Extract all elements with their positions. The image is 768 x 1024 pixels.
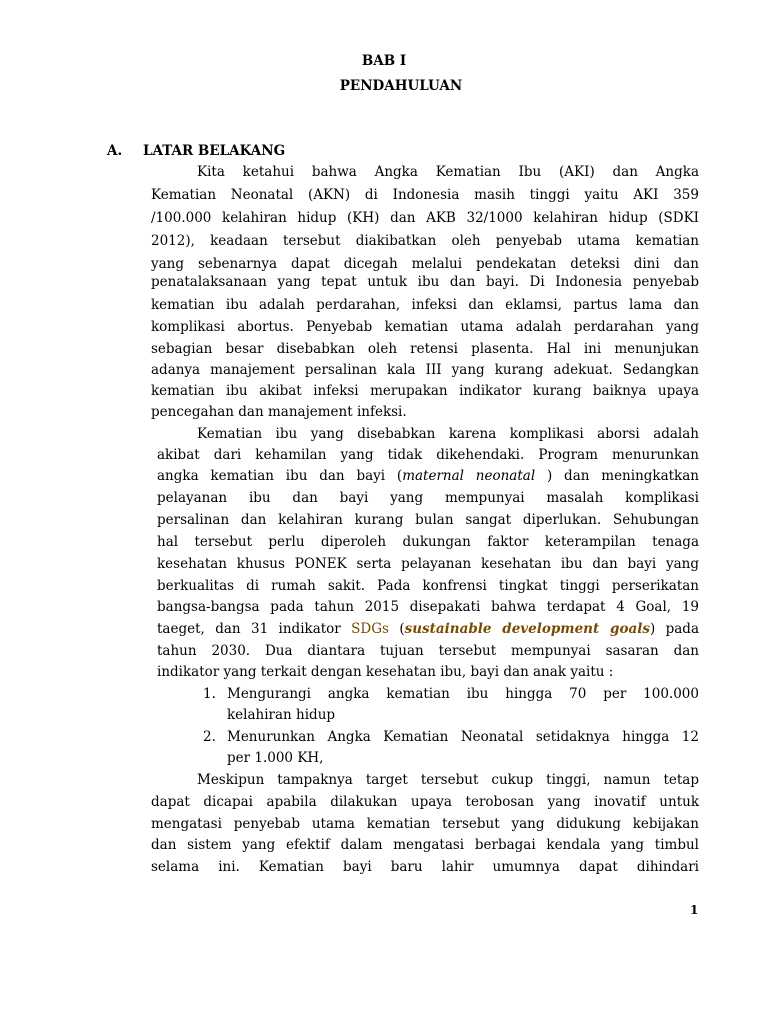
p1-line: pencegahan dan manajement infeksi. <box>151 404 407 420</box>
list-item-line: kelahiran hidup <box>227 707 336 723</box>
p3-line: dan sistem yang efektif dalam mengatasi berbagai kendala yang timbul <box>151 837 699 853</box>
p1-line: Kita ketahui bahwa Angka Kematian Ibu (AKI) dan Angka <box>197 164 699 180</box>
p2-line: tahun 2030. Dua diantara tujuan tersebut mempunyai sasaran dan <box>157 643 699 659</box>
p3-line: Meskipun tampaknya target tersebut cukup tinggi, namun tetap <box>197 772 699 788</box>
list-item-line: Menurunkan Angka Kematian Neonatal setidaknya hingga 12 <box>227 729 699 745</box>
p2-line: kesehatan khusus PONEK serta pelayanan kesehatan ibu dan bayi yang <box>157 556 699 572</box>
p1-line: kematian ibu akibat infeksi merupakan indikator kurang baiknya upaya <box>151 383 699 399</box>
section-title: LATAR BELAKANG <box>143 143 286 159</box>
list-item-number: 1. <box>203 686 216 702</box>
p3-line: selama ini. Kematian bayi baru lahir umumnya dapat dihindari <box>151 859 699 875</box>
list-item-number: 2. <box>203 729 216 745</box>
p3-line: mengatasi penyebab utama kematian tersebut yang didukung kebijakan <box>151 816 699 832</box>
chapter-label: BAB I <box>361 53 407 69</box>
p2-line: indikator yang terkait dengan kesehatan ibu, bayi dan anak yaitu : <box>157 664 614 680</box>
p2-line: bangsa-bangsa pada tahun 2015 disepakati bahwa terdapat 4 Goal, 19 <box>157 599 699 615</box>
p1-line: Kematian Neonatal (AKN) di Indonesia masih tinggi yaitu AKI 359 <box>151 187 699 203</box>
section-letter: A. <box>107 143 123 159</box>
page-number: 1 <box>690 903 699 917</box>
list-item-line: per 1.000 KH, <box>227 750 324 766</box>
sdgs-expansion: sustainable development goals <box>404 621 650 637</box>
sdgs-label: SDGs <box>351 621 389 637</box>
p2-line: pelayanan ibu dan bayi yang mempunyai masalah komplikasi <box>157 490 699 506</box>
p2-line-sdgs: taeget, dan 31 indikator SDGs (sustainable development goals) pada <box>157 621 699 637</box>
p1-line: yang sebenarnya dapat dicegah melalui pendekatan deteksi dini dan <box>151 256 699 272</box>
p2-line: hal tersebut perlu diperoleh dukungan faktor keterampilan tenaga <box>157 534 699 550</box>
p2-line-maternal: angka kematian ibu dan bayi (maternal neonatal ) dan meningkatkan <box>157 468 699 484</box>
p1-line: penatalaksanaan yang tepat untuk ibu dan bayi. Di Indonesia penyebab <box>151 274 699 290</box>
p2-line: akibat dari kehamilan yang tidak dikehendaki. Program menurunkan <box>157 447 699 463</box>
p2-line: berkualitas di rumah sakit. Pada konfrensi tingkat tinggi perserikatan <box>157 578 699 594</box>
p1-line: komplikasi abortus. Penyebab kematian utama adalah perdarahan yang <box>151 319 699 335</box>
p2-line: Kematian ibu yang disebabkan karena komplikasi aborsi adalah <box>197 426 699 442</box>
p1-line: sebagian besar disebabkan oleh retensi plasenta. Hal ini menunjukan <box>151 341 699 357</box>
p1-line: 2012), keadaan tersebut diakibatkan oleh penyebab utama kematian <box>151 233 699 249</box>
p3-line: dapat dicapai apabila dilakukan upaya terobosan yang inovatif untuk <box>151 794 699 810</box>
p1-line: /100.000 kelahiran hidup (KH) dan AKB 32/1000 kelahiran hidup (SDKI <box>151 210 699 226</box>
p2-line: persalinan dan kelahiran kurang bulan sangat diperlukan. Sehubungan <box>157 512 699 528</box>
p1-line: kematian ibu adalah perdarahan, infeksi dan eklamsi, partus lama dan <box>151 297 699 313</box>
list-item-line: Mengurangi angka kematian ibu hingga 70 per 100.000 <box>227 686 699 702</box>
p1-line: adanya manajement persalinan kala III yang kurang adekuat. Sedangkan <box>151 362 699 378</box>
chapter-title: PENDAHULUAN <box>339 78 463 94</box>
